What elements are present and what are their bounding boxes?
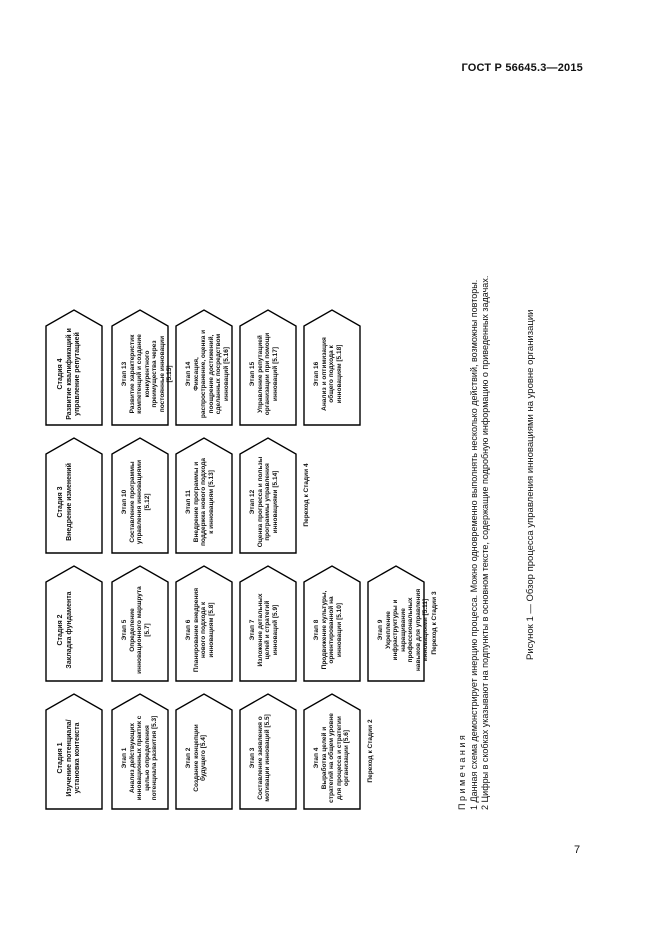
- step-5-title: Этап 5: [121, 619, 128, 641]
- step-1: [111, 692, 169, 810]
- step-13-title: Этап 13: [121, 361, 128, 387]
- step-9-text: Укрепление инфраструктуры и наращивание профессиональных навыков для управления инновациями: [384, 588, 429, 672]
- step-9: [367, 564, 429, 682]
- step-16: [303, 308, 361, 426]
- step-2: [175, 692, 233, 810]
- step-14-text: Фиксация, распространение, оценка и поощрение достижений, сделанных посредством инноваций: [192, 329, 230, 419]
- document-header: ГОСТ Р 56645.3—2015: [461, 62, 583, 74]
- transition-1: Переход к Стадии 2: [367, 719, 374, 783]
- stage-1-title: Стадия 1: [57, 742, 64, 774]
- step-8-ref: [5.10]: [335, 602, 343, 620]
- step-7: [239, 564, 297, 682]
- step-10: [111, 436, 169, 554]
- step-15-ref: [5.17]: [271, 346, 279, 364]
- step-8-title: Этап 8: [313, 619, 320, 641]
- step-12-text: Оценка прогресса и пользы программы управления инновациями: [256, 456, 279, 548]
- step-15: [239, 308, 297, 426]
- step-4: [303, 692, 361, 810]
- step-10-title: Этап 10: [121, 489, 128, 515]
- step-6-text: Планирование внедрения нового подхода к инновациям: [192, 587, 215, 673]
- step-9-ref: [5.11]: [422, 598, 429, 616]
- step-15-text: Управление репутацией организации при помощи инноваций: [256, 332, 279, 416]
- stage-3-title: Стадия 3: [57, 486, 64, 518]
- step-16-title: Этап 16: [313, 361, 320, 387]
- note-2: 2 Цифры в скобках указывают на подпункты в основном тексте, содержащие подробную информацию о приведенных задачах.: [480, 275, 490, 810]
- transition-3: Переход к Стадии 4: [303, 463, 310, 527]
- stage-3: [45, 436, 103, 554]
- step-5-ref: [5.7]: [143, 623, 151, 637]
- step-12: [239, 436, 297, 554]
- transition-2: Переход к Стадии 3: [431, 591, 438, 655]
- step-7-text: Изложение детальных целей и стратегий инноваций: [256, 593, 279, 667]
- step-13-text: Развитие характеристик компетенций и создание конкурентного преимущества через постоянные инновации: [128, 334, 166, 414]
- step-6: [175, 564, 233, 682]
- step-2-ref: [5.4]: [200, 734, 207, 749]
- step-3-ref: [5.5]: [264, 714, 271, 728]
- stage-1: [45, 692, 103, 810]
- step-11-ref: [5.13]: [207, 470, 215, 488]
- step-3-title: Этап 3: [249, 747, 256, 769]
- step-13-ref: [5.15]: [166, 365, 173, 383]
- note-1: 1 Данная схема демонстрирует инерцию процесса. Можно одновременно выполнять несколько действий, возможны повторы.: [468, 279, 479, 810]
- step-1-title: Этап 1: [121, 747, 128, 769]
- step-4-ref: [5.6]: [343, 729, 350, 744]
- step-15-title: Этап 15: [249, 361, 256, 387]
- notes-heading: П р и м е ч а н и я: [457, 735, 467, 810]
- step-10-text: Составление программы управления инновациями: [128, 459, 143, 545]
- step-14: [175, 308, 233, 426]
- step-10-ref: [5.12]: [143, 493, 151, 511]
- step-5: [111, 564, 169, 682]
- stage-2-title: Стадия 2: [57, 614, 64, 646]
- step-4-title: Этап 4: [313, 747, 320, 769]
- step-8: [303, 564, 361, 682]
- stage-1-sub: Изучение потенциала/ установка контекста: [65, 719, 81, 797]
- step-7-title: Этап 7: [249, 619, 256, 641]
- step-11-text: Внедрение программы и поддержка нового подхода к инновациям: [192, 457, 215, 547]
- step-1-text: Анализ действующих инновационных практик с целью определения потенциала развития: [128, 715, 158, 801]
- step-14-title: Этап 14: [185, 361, 192, 387]
- step-16-ref: [5.18]: [335, 344, 343, 362]
- step-2-text: Создание концепции будущего: [192, 724, 207, 792]
- stage-4-title: Стадия 4: [57, 358, 64, 390]
- step-11: [175, 436, 233, 554]
- stage-4: [45, 308, 103, 426]
- step-14-ref: [5.16]: [222, 346, 230, 364]
- step-13: [111, 308, 173, 426]
- stage-2-sub: Закладка фундамента: [65, 591, 73, 669]
- rotated-figure: [45, 150, 585, 810]
- page-number: 7: [574, 844, 581, 856]
- figure-caption: Рисунок 1 — Обзор процесса управления инновациями на уровне организации: [525, 309, 536, 660]
- step-6-ref: [5.8]: [207, 602, 215, 616]
- step-12-title: Этап 12: [249, 489, 256, 515]
- step-6-title: Этап 6: [185, 619, 192, 641]
- step-8-text: Продвижение культуры, ориентированной на инновации: [320, 590, 343, 670]
- stage-3-sub: Внедрение изменений: [65, 463, 73, 541]
- step-7-ref: [5.9]: [271, 604, 279, 619]
- step-4-text: Выработка целей и стратегий на общем уровне для процесса и стратегии организации: [320, 713, 350, 803]
- step-16-text: Анализ и оптимизация общего подхода к инновациям: [320, 337, 343, 411]
- step-12-ref: [5.14]: [271, 470, 279, 488]
- step-3-text: Составление заявления о мотивации инноваций: [256, 716, 271, 802]
- step-5-text: Определение инновационного маршрута: [128, 586, 143, 674]
- step-1-ref: [5.3]: [151, 715, 158, 730]
- stage-4-sub: Развитие квалификаций и управление репутацией: [65, 328, 81, 420]
- step-11-title: Этап 11: [185, 489, 192, 515]
- step-3: [239, 692, 297, 810]
- stage-2: [45, 564, 103, 682]
- step-2-title: Этап 2: [185, 747, 192, 769]
- notes: [457, 160, 492, 810]
- step-9-title: Этап 9: [377, 619, 384, 641]
